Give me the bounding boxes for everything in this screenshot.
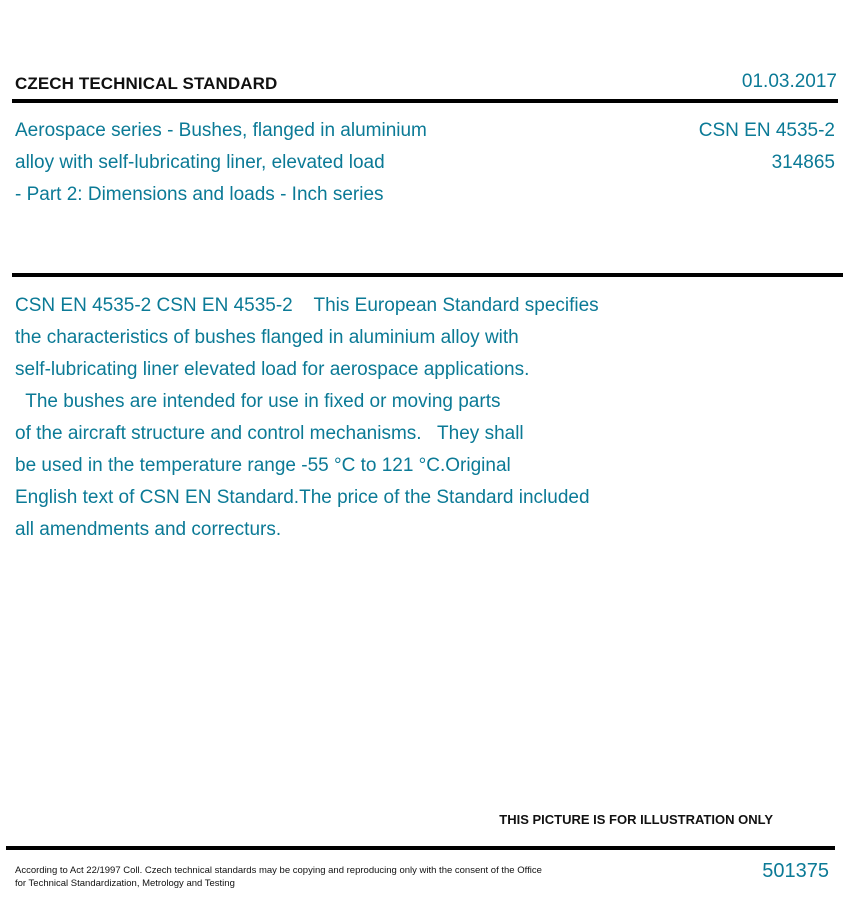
description-line: all amendments and correcturs.: [15, 519, 282, 540]
illustration-notice: THIS PICTURE IS FOR ILLUSTRATION ONLY: [499, 812, 773, 827]
legal-notice-line: for Technical Standardization, Metrology and Testing: [15, 878, 235, 889]
legal-notice: [15, 864, 542, 890]
standard-description: [15, 290, 599, 546]
description-line: the characteristics of bushes flanged in aluminium alloy with: [15, 327, 519, 348]
description-line: be used in the temperature range -55 °C to 121 °C.Original: [15, 455, 511, 476]
catalog-number: 314865: [771, 152, 835, 173]
standard-title-line: Aerospace series - Bushes, flanged in aluminium: [15, 120, 427, 141]
legal-notice-line: According to Act 22/1997 Coll. Czech technical standards may be copying and reproducing only with the consent of the Office: [15, 865, 542, 876]
description-line: The bushes are intended for use in fixed or moving parts: [15, 391, 501, 412]
standard-title: [15, 115, 427, 211]
footer-divider: [6, 846, 835, 850]
title-divider: [12, 273, 843, 277]
document-type-heading: CZECH TECHNICAL STANDARD: [15, 74, 278, 93]
standard-code: CSN EN 4535-2: [698, 120, 835, 141]
description-line: CSN EN 4535-2 CSN EN 4535-2 This European Standard specifies: [15, 295, 599, 316]
standard-title-line: alloy with self-lubricating liner, elevated load: [15, 152, 385, 173]
document-number: 501375: [762, 860, 829, 882]
description-line: of the aircraft structure and control mechanisms. They shall: [15, 423, 524, 444]
standard-identifier: [699, 115, 835, 179]
description-line: English text of CSN EN Standard.The price of the Standard included: [15, 487, 590, 508]
standard-title-line: - Part 2: Dimensions and loads - Inch series: [15, 184, 384, 205]
publication-date: 01.03.2017: [741, 71, 837, 92]
description-line: self-lubricating liner elevated load for aerospace applications.: [15, 359, 530, 380]
header-divider: [12, 99, 838, 103]
